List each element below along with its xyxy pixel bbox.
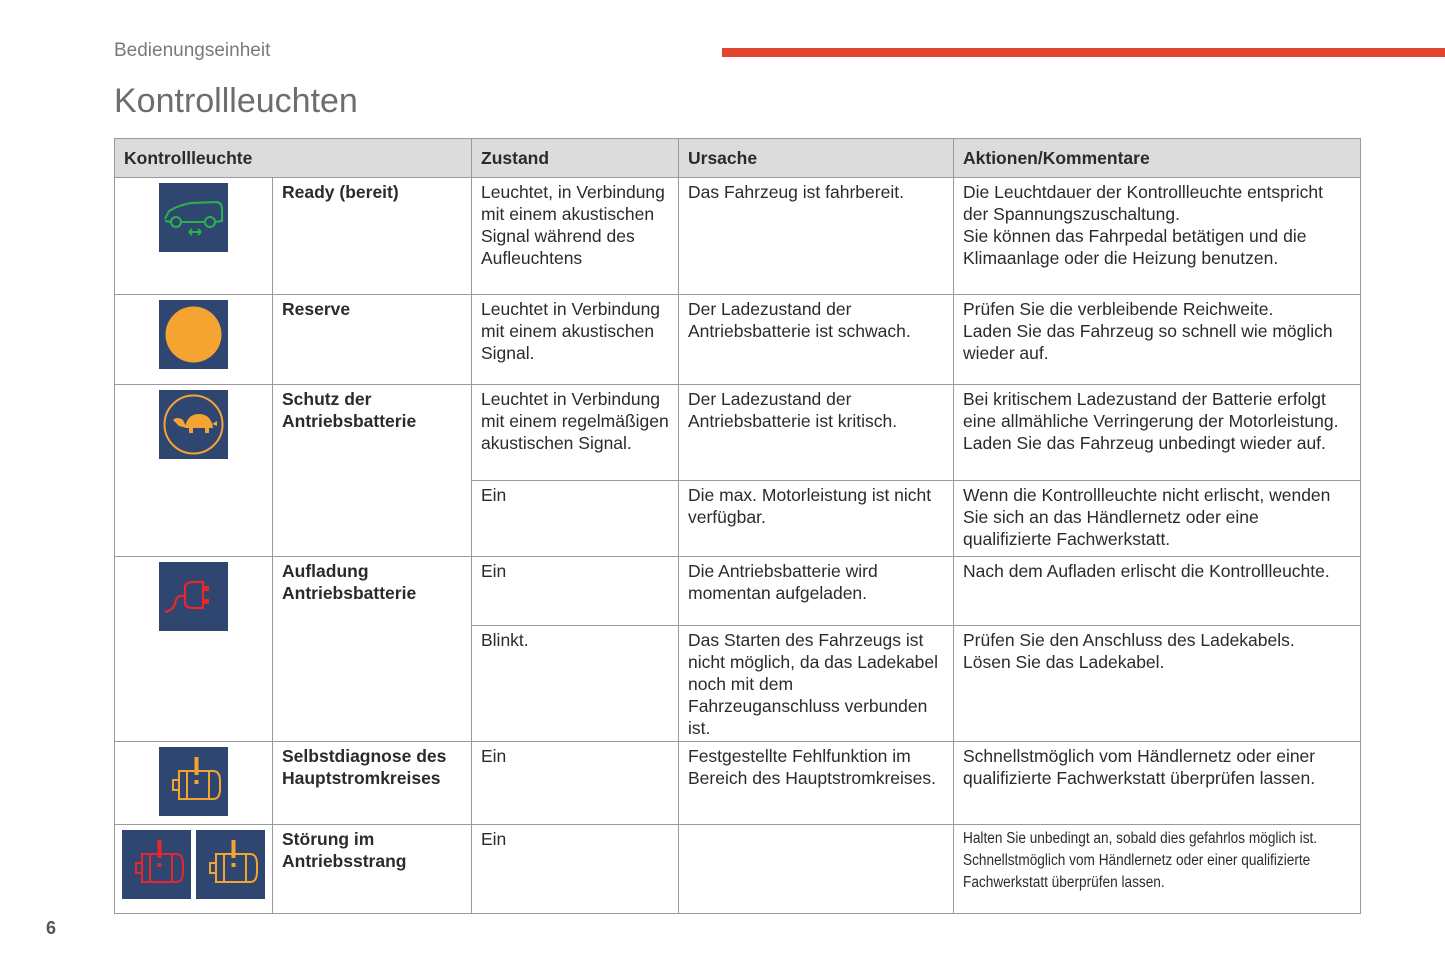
motor-fault-icon-orange [196,830,265,899]
table-row [115,557,1361,626]
table-row [115,295,1361,385]
table-row [115,178,1361,295]
action: Wenn die Kontrollleuchte nicht erlischt, wenden Sie sich an das Händlernetz oder eine qualifizierte Fachwerkstatt. [954,481,1361,557]
action: Prüfen Sie die verbleibende Reichweite. Laden Sie das Fahrzeug so schnell wie möglich wieder auf. [954,295,1361,385]
cause: Der Ladezustand der Antriebsbatterie ist kritisch. [679,385,954,481]
reserve-circle-icon [159,300,228,369]
column-header: Ursache [679,139,954,178]
cause: Festgestellte Fehlfunktion im Bereich des Hauptstromkreises. [679,742,954,825]
cause: Der Ladezustand der Antriebsbatterie ist schwach. [679,295,954,385]
column-header: Kontrollleuchte [115,139,472,178]
cause: Die max. Motorleistung ist nicht verfügbar. [679,481,954,557]
table-row [115,825,1361,914]
warning-lights-table [114,138,1361,914]
motor-warning-icon [159,747,228,816]
action: Die Leuchtdauer der Kontrollleuchte entspricht der Spannungszuschaltung. Sie können das Fahrpedal betätigen und die Klimaanlage oder die Heizung benutzen. [954,178,1361,295]
car-ready-icon [159,183,228,252]
action: Prüfen Sie den Anschluss des Ladekabels. Lösen Sie das Ladekabel. [954,626,1361,742]
state: Leuchtet in Verbindung mit einem akustischen Signal. [472,295,679,385]
light-name: Aufladung Antriebsbatterie [273,557,472,742]
table-header [115,139,1361,178]
motor-fault-icon-red [122,830,191,899]
light-name: Reserve [273,295,472,385]
cause: Die Antriebsbatterie wird momentan aufgeladen. [679,557,954,626]
action: Bei kritischem Ladezustand der Batterie erfolgt eine allmähliche Verringerung der Motorleistung. Laden Sie das Fahrzeug unbedingt wieder auf. [954,385,1361,481]
page-title: Kontrollleuchten [114,82,358,120]
cause [679,825,954,914]
light-name: Störung im Antriebsstrang [273,825,472,914]
action: Nach dem Aufladen erlischt die Kontrollleuchte. [954,557,1361,626]
table-row [115,385,1361,481]
charging-plug-icon [159,562,228,631]
state: Ein [472,742,679,825]
section-header: Bedienungseinheit [114,40,271,61]
column-header: Zustand [472,139,679,178]
state: Blinkt. [472,626,679,742]
cause: Das Fahrzeug ist fahrbereit. [679,178,954,295]
page-number: 6 [46,918,57,938]
cause: Das Starten des Fahrzeugs ist nicht möglich, da das Ladekabel noch mit dem Fahrzeuganschluss verbunden ist. [679,626,954,742]
state: Leuchtet, in Verbindung mit einem akustischen Signal während des Aufleuchtens [472,178,679,295]
turtle-icon [159,390,228,459]
state: Ein [472,481,679,557]
accent-bar [722,48,1445,57]
state: Ein [472,557,679,626]
table-row [115,742,1361,825]
light-name: Selbstdiagnose des Hauptstromkreises [273,742,472,825]
column-header: Aktionen/Kommentare [954,139,1361,178]
action: Halten Sie unbedingt an, sobald dies gefahrlos möglich ist. Schnellstmöglich vom Händlernetz oder einer qualifizierte Fachwerkstatt überprüfen lassen. [963,830,1318,891]
action: Schnellstmöglich vom Händlernetz oder einer qualifizierte Fachwerkstatt überprüfen lassen. [954,742,1361,825]
state: Ein [472,825,679,914]
light-name: Ready (bereit) [273,178,472,295]
state: Leuchtet in Verbindung mit einem regelmäßigen akustischen Signal. [472,385,679,481]
light-name: Schutz der Antriebsbatterie [273,385,472,557]
